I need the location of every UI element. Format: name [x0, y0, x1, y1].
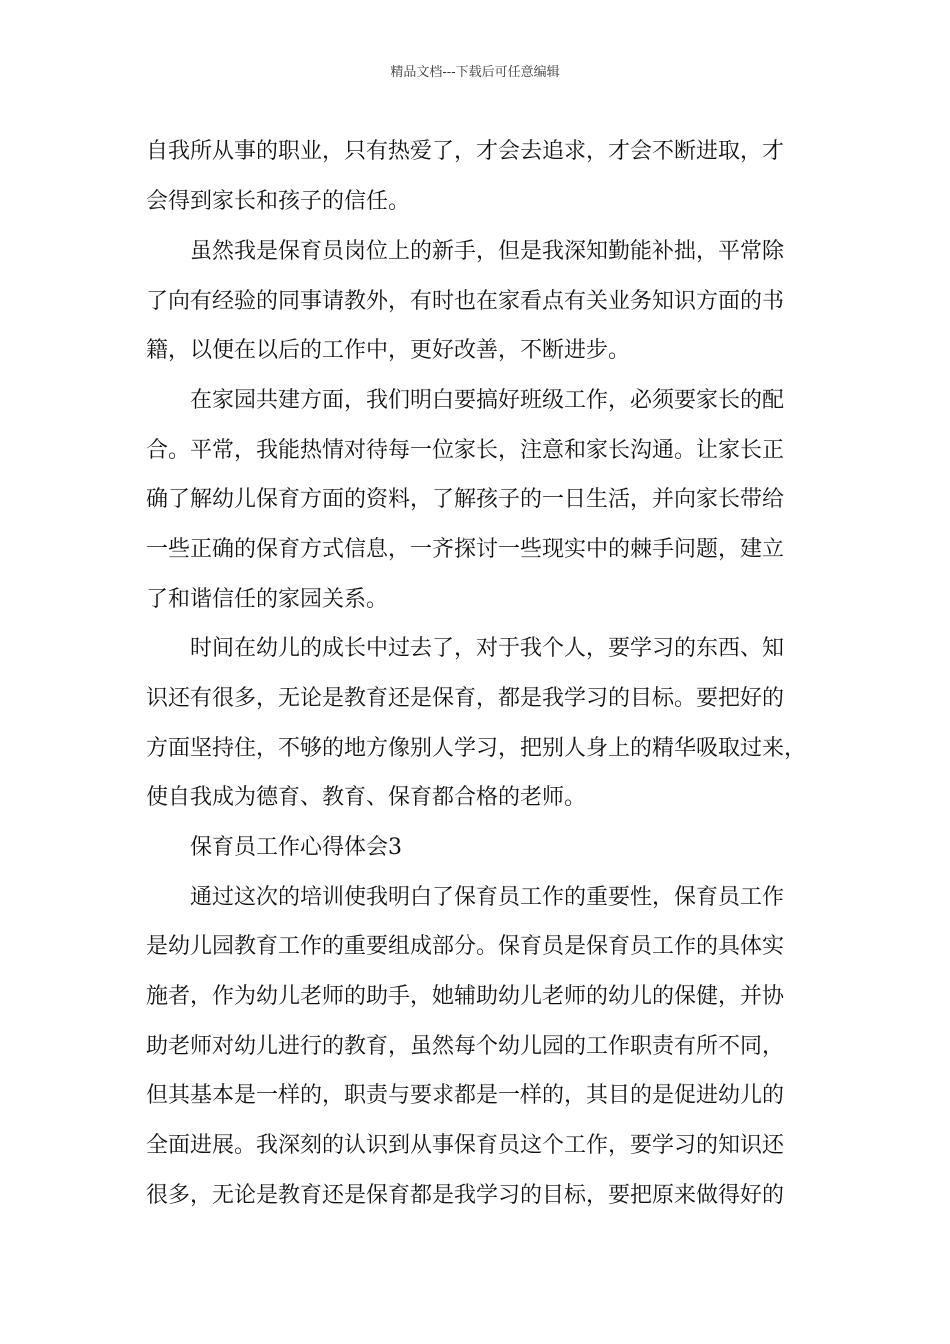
text-line: 使自我成为德育、教育、保育都合格的老师。 — [146, 785, 587, 810]
page-header: 精品文档---下载后可任意编辑 — [390, 65, 560, 80]
section-heading: 保育员工作心得体会3 — [190, 835, 402, 860]
text-line: 虽然我是保育员岗位上的新手，但是我深知勤能补拙，平常除 — [190, 239, 785, 264]
text-line: 时间在幼儿的成长中过去了，对于我个人，要学习的东西、知 — [190, 636, 785, 661]
text-line: 但其基本是一样的，职责与要求都是一样的，其目的是促进幼儿的 — [146, 1083, 785, 1108]
text-line: 方面坚持住，不够的地方像别人学习，把别人身上的精华吸取过来， — [146, 736, 807, 761]
text-line: 是幼儿园教育工作的重要组成部分。保育员是保育员工作的具体实 — [146, 934, 785, 959]
text-line: 通过这次的培训使我明白了保育员工作的重要性，保育员工作 — [190, 885, 785, 910]
text-line: 了和谐信任的家园关系。 — [146, 587, 389, 612]
text-line: 籍，以便在以后的工作中，更好改善，不断进步。 — [146, 338, 631, 363]
text-line: 施者，作为幼儿老师的助手，她辅助幼儿老师的幼儿的保健，并协 — [146, 984, 785, 1009]
text-line: 确了解幼儿保育方面的资料，了解孩子的一日生活，并向家长带给 — [146, 487, 785, 512]
text-line: 全面进展。我深刻的认识到从事保育员这个工作，要学习的知识还 — [146, 1133, 785, 1158]
text-line: 很多，无论是教育还是保育都是我学习的目标，要把原来做得好的 — [146, 1183, 785, 1208]
text-line: 自我所从事的职业，只有热爱了，才会去追求，才会不断进取，才 — [146, 139, 785, 164]
text-line: 识还有很多，无论是教育还是保育，都是我学习的目标。要把好的 — [146, 686, 785, 711]
text-line: 一些正确的保育方式信息，一齐探讨一些现实中的棘手问题，建立 — [146, 537, 785, 562]
text-line: 合。平常，我能热情对待每一位家长，注意和家长沟通。让家长正 — [146, 438, 785, 463]
text-line: 了向有经验的同事请教外，有时也在家看点有关业务知识方面的书 — [146, 289, 785, 314]
text-line: 会得到家长和孩子的信任。 — [146, 189, 411, 214]
text-line: 在家园共建方面，我们明白要搞好班级工作，必须要家长的配 — [190, 388, 785, 413]
text-line: 助老师对幼儿进行的教育，虽然每个幼儿园的工作职责有所不同， — [146, 1034, 785, 1059]
